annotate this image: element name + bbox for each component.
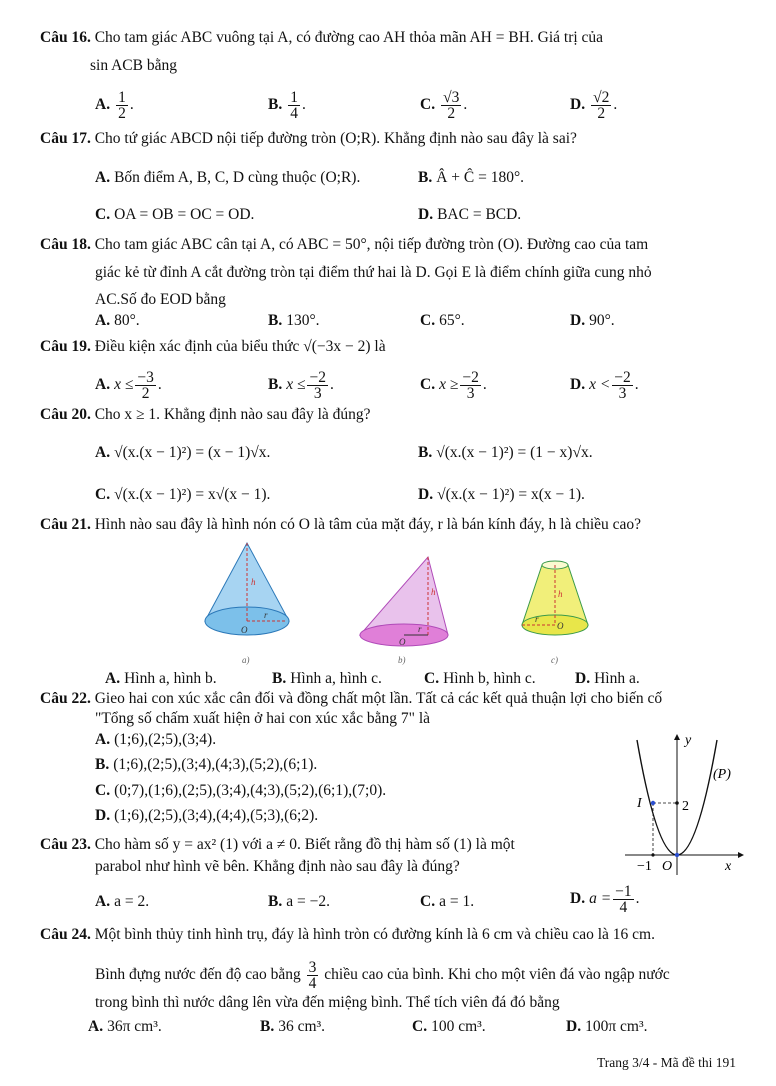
frustum-c-figure (522, 561, 588, 665)
q16-text: Cho tam giác ABC vuông tại A, có đường cao AH thỏa mãn AH = BH. Giá trị của (94, 29, 604, 46)
fraction: $\frac{3}{4}$ (308, 959, 317, 992)
svg-text:I: I (637, 796, 642, 811)
fraction: $\frac{√2}{2}$ (593, 89, 610, 122)
svg-text:y: y (685, 733, 692, 748)
q23-line1: Cho hàm số y = ax² (1) với a ≠ 0. Biết rằng đồ thị hàm số (1) là một (94, 836, 515, 853)
svg-text:(P): (P) (713, 767, 731, 782)
q23-stem (40, 835, 515, 855)
q16-option-b[interactable]: B. $\frac{1}{4}$ . (268, 89, 306, 122)
svg-text:O: O (241, 625, 248, 635)
svg-text:r: r (535, 614, 539, 624)
q23-parabol-graph (615, 730, 750, 880)
q24-option-d[interactable]: D. 100π cm³. (566, 1018, 648, 1035)
q24-option-c[interactable]: C. 100 cm³. (412, 1018, 486, 1035)
q16-option-d[interactable]: D. $\frac{√2}{2}$ . (570, 89, 618, 122)
q18-option-b[interactable]: B. 130°. (268, 312, 320, 329)
q21-option-a[interactable]: A. Hình a, hình b. (105, 670, 217, 687)
q24-line2: Bình đựng nước đến độ cao bằng $\frac{3}{4}$ chiều cao của bình. Khi cho một viên đá vào ngập nước (95, 959, 670, 992)
q18-option-c[interactable]: C. 65°. (420, 312, 465, 329)
q21-label: Câu 21. (40, 516, 91, 533)
q19-option-a[interactable]: A. x ≤ $\frac{-3}{2}$ . (95, 369, 162, 402)
q21-option-d[interactable]: D. Hình a. (575, 670, 640, 687)
q23-label: Câu 23. (40, 836, 91, 853)
q17-stem (40, 129, 577, 149)
q22-option-b[interactable]: B. (1;6),(2;5),(3;4),(4;3),(5;2),(6;1). (95, 756, 318, 773)
q17-option-a[interactable]: A. Bốn điểm A, B, C, D cùng thuộc (O;R). (95, 169, 361, 186)
svg-text:r: r (264, 610, 268, 620)
point-i (651, 801, 655, 805)
svg-text:−1: −1 (637, 859, 652, 874)
fraction: $\frac{√3}{2}$ (443, 89, 460, 122)
q23-option-c[interactable]: C. a = 1. (420, 893, 475, 910)
q24-option-a[interactable]: A. 36π cm³. (88, 1018, 162, 1035)
q22-option-c[interactable]: C. (0;7),(1;6),(2;5),(3;4),(4;3),(5;2),(6;1),(7;0). (95, 782, 387, 799)
q23-option-a[interactable]: A. a = 2. (95, 893, 150, 910)
svg-text:h: h (431, 587, 436, 597)
q19-option-d[interactable]: D. x < $\frac{-2}{3}$ . (570, 369, 639, 402)
q17-option-c[interactable]: C. OA = OB = OC = OD. (95, 206, 255, 223)
q18-line1: Cho tam giác ABC cân tại A, có ABC = 50°, nội tiếp đường tròn (O). Đường cao của tam (94, 236, 649, 253)
q20-label: Câu 20. (40, 406, 91, 423)
svg-text:h: h (251, 577, 256, 587)
q17-option-b[interactable]: B. Â + Ĉ = 180°. (418, 169, 525, 186)
q19-option-c[interactable]: C. x ≥ $\frac{-2}{3}$ . (420, 369, 487, 402)
q21-figures (190, 535, 630, 670)
q18-line2: giác kẻ từ đỉnh A cắt đường tròn tại điểm thứ hai là D. Gọi E là điểm chính giữa cung nhỏ (95, 264, 652, 281)
q21-option-c[interactable]: C. Hình b, hình c. (424, 670, 536, 687)
svg-text:r: r (418, 624, 422, 634)
cone-a-figure (205, 543, 289, 665)
cone-b-figure (360, 557, 448, 665)
q22-option-d[interactable]: D. (1;6),(2;5),(3;4),(4;4),(5;3),(6;2). (95, 807, 319, 824)
q20-text: Cho x ≥ 1. Khẳng định nào sau đây là đúng? (94, 406, 371, 423)
q22-label: Câu 22. (40, 690, 91, 707)
svg-text:a): a) (242, 655, 250, 665)
q24-line1: Một bình thủy tinh hình trụ, đáy là hình tròn có đường kính là 6 cm và chiều cao là 16 cm. (94, 926, 655, 943)
q19-option-b[interactable]: B. x ≤ $\frac{-2}{3}$ . (268, 369, 334, 402)
q18-label: Câu 18. (40, 236, 91, 253)
q20-option-a[interactable]: A. √(x.(x − 1)²) = (x − 1)√x. (95, 444, 271, 461)
q21-stem (40, 515, 641, 535)
page-footer: Trang 3/4 - Mã đề thi 191 (597, 1055, 736, 1070)
q16-stem (40, 28, 603, 48)
q16-option-c[interactable]: C. $\frac{√3}{2}$ . (420, 89, 468, 122)
svg-text:O: O (399, 637, 406, 647)
svg-text:x: x (725, 859, 732, 874)
q18-stem (40, 235, 648, 255)
svg-text:b): b) (398, 655, 406, 665)
q22-option-a[interactable]: A. (1;6),(2;5),(3;4). (95, 731, 217, 748)
q18-option-d[interactable]: D. 90°. (570, 312, 615, 329)
q24-line3: trong bình thì nước dâng lên vừa đến miệng bình. Thể tích viên đá đó bằng (95, 994, 560, 1011)
svg-text:c): c) (551, 655, 558, 665)
fraction: $\frac{1}{2}$ (118, 89, 126, 122)
q21-text: Hình nào sau đây là hình nón có O là tâm của mặt đáy, r là bán kính đáy, h là chiều cao? (94, 516, 642, 533)
q20-option-d[interactable]: D. √(x.(x − 1)²) = x(x − 1). (418, 486, 585, 503)
q23-option-d[interactable]: D. a = $\frac{-1}{4}$ . (570, 883, 640, 916)
q16-text2: sin ACB bằng (90, 57, 177, 74)
q19-label: Câu 19. (40, 338, 91, 355)
svg-text:O: O (662, 859, 673, 874)
q24-label: Câu 24. (40, 926, 91, 943)
svg-text:h: h (558, 589, 563, 599)
q24-option-b[interactable]: B. 36 cm³. (260, 1018, 326, 1035)
q20-option-b[interactable]: B. √(x.(x − 1)²) = (1 − x)√x. (418, 444, 593, 461)
q19-text: Điều kiện xác định của biểu thức √(−3x − 2) là (94, 338, 386, 355)
q20-option-c[interactable]: C. √(x.(x − 1)²) = x√(x − 1). (95, 486, 271, 503)
q22-line2: "Tổng số chấm xuất hiện ở hai con xúc xắc bằng 7" là (95, 710, 431, 727)
q21-option-b[interactable]: B. Hình a, hình c. (272, 670, 382, 687)
q17-option-d[interactable]: D. BAC = BCD. (418, 206, 522, 223)
q24-stem (40, 925, 655, 945)
q22-stem (40, 689, 662, 709)
q18-option-a[interactable]: A. 80°. (95, 312, 140, 329)
q17-label: Câu 17. (40, 130, 91, 147)
svg-text:O: O (557, 621, 564, 631)
q23-line2: parabol như hình vẽ bên. Khẳng định nào sau đây là đúng? (95, 858, 460, 875)
q16-label: Câu 16. (40, 29, 91, 46)
q18-line3: AC.Số đo EOD bằng (95, 291, 226, 308)
q20-stem (40, 405, 371, 425)
q16-option-a[interactable]: A. $\frac{1}{2}$ . (95, 89, 134, 122)
svg-text:2: 2 (682, 799, 689, 814)
q23-option-b[interactable]: B. a = −2. (268, 893, 330, 910)
q19-stem (40, 337, 386, 357)
fraction: $\frac{1}{4}$ (290, 89, 298, 122)
q17-text: Cho tứ giác ABCD nội tiếp đường tròn (O;R). Khẳng định nào sau đây là sai? (94, 130, 577, 147)
q22-line1: Gieo hai con xúc xắc cân đối và đồng chất một lần. Tất cả các kết quả thuận lợi cho biến cố (94, 690, 663, 707)
